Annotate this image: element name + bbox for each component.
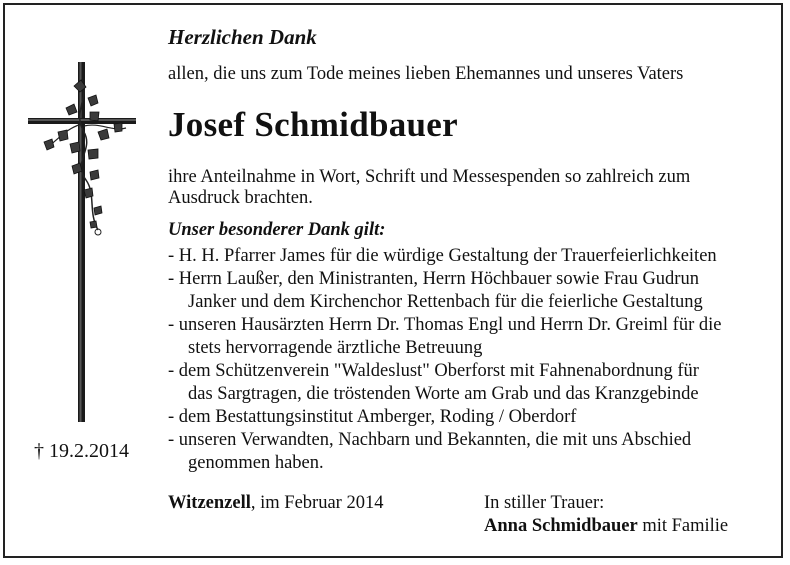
thanks-list bbox=[168, 245, 768, 475]
place-name: Witzenzell bbox=[168, 493, 251, 513]
mourners bbox=[484, 492, 728, 538]
cross-with-ivy-illustration bbox=[28, 62, 138, 432]
mourner-suffix: mit Familie bbox=[637, 516, 729, 536]
thanks-line-1: ihre Anteilnahme in Wort, Schrift und Messespenden so zahlreich zum bbox=[168, 167, 691, 187]
mourning-label: In stiller Trauer: bbox=[484, 493, 605, 513]
death-date: † 19.2.2014 bbox=[34, 440, 129, 462]
list-item: - dem Bestattungsinstitut Amberger, Roding / Oberdorf bbox=[168, 407, 577, 427]
list-item: - H. H. Pfarrer James für die würdige Gestaltung der Trauerfeierlichkeiten bbox=[168, 246, 717, 266]
deceased-name: Josef Schmidbauer bbox=[168, 105, 458, 144]
greeting-heading: Herzlichen Dank bbox=[168, 25, 317, 49]
thanks-line-2: Ausdruck brachten. bbox=[168, 188, 313, 208]
special-thanks-heading: Unser besonderer Dank gilt: bbox=[168, 220, 386, 240]
list-item: - unseren Hausärzten Herrn Dr. Thomas Engl und Herrn Dr. Greiml für die stets hervorragende ärztliche Betreuung bbox=[168, 315, 722, 358]
list-item: - Herrn Laußer, den Ministranten, Herrn Höchbauer sowie Frau Gudrun Janker und dem Kirchenchor Rettenbach für die feierliche Gestaltung bbox=[168, 269, 703, 312]
date-text: , im Februar 2014 bbox=[250, 493, 384, 513]
place-date bbox=[168, 492, 383, 515]
obituary-content bbox=[168, 24, 768, 475]
mourner-line bbox=[484, 515, 728, 538]
intro-line: allen, die uns zum Tode meines lieben Ehemannes und unseres Vaters bbox=[168, 64, 684, 84]
mourner-name: Anna Schmidbauer bbox=[484, 516, 638, 536]
cross-icon bbox=[28, 62, 138, 432]
list-item: - unseren Verwandten, Nachbarn und Bekannten, die mit uns Abschied genommen haben. bbox=[168, 430, 692, 473]
list-item: - dem Schützenverein "Waldeslust" Oberforst mit Fahnenabordnung für das Sargtragen, die tröstenden Worte am Grab und das Kranzgebinde bbox=[168, 361, 699, 404]
